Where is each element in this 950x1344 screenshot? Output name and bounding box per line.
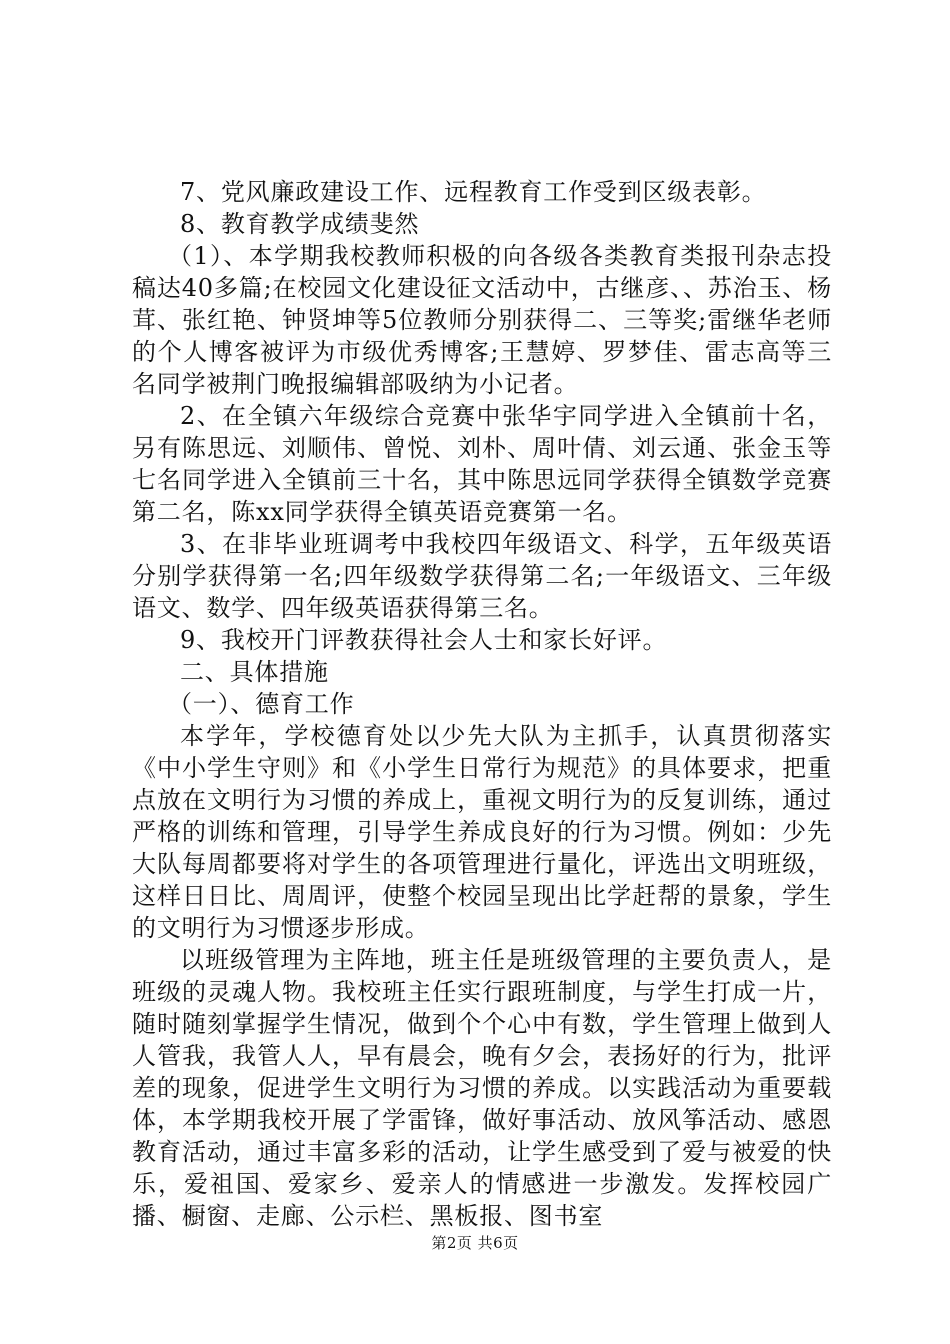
- section-heading-measures: 二、具体措施: [180, 658, 329, 686]
- paragraph-item-9: 9、我校开门评教获得社会人士和家长好评。: [180, 626, 668, 654]
- document-body: [132, 176, 832, 1232]
- subsection-heading-moral-education: （一）、德育工作: [168, 690, 355, 718]
- paragraph-item-8-heading: 8、教育教学成绩斐然: [180, 210, 420, 238]
- paragraph-sub-1: （1）、本学期我校教师积极的向各级各类教育类报刊杂志投稿达40多篇;在校园文化建设征文活动中，古继彦、、苏治玉、杨茸、张红艳、钟贤坤等5位教师分别获得二、三等奖;雷继华老师的个人博客被评为市级优秀博客;王慧婷、罗梦佳、雷志高等三名同学被荆门晚报编辑部吸纳为小记者。: [132, 242, 832, 398]
- paragraph-sub-3: 3、在非毕业班调考中我校四年级语文、科学，五年级英语分别学获得第一名;四年级数学获得第二名;一年级语文、三年级语文、数学、四年级英语获得第三名。: [132, 530, 832, 622]
- page-footer: 第2页 共6页: [431, 1234, 519, 1252]
- paragraph-moral-education-2: 以班级管理为主阵地，班主任是班级管理的主要负责人，是班级的灵魂人物。我校班主任实行跟班制度，与学生打成一片，随时随刻掌握学生情况，做到个个心中有数，学生管理上做到人人管我，我管人人，早有晨会，晚有夕会，表扬好的行为，批评差的现象，促进学生文明行为习惯的养成。以实践活动为重要载体，本学期我校开展了学雷锋，做好事活动、放风筝活动、感恩教育活动，通过丰富多彩的活动，让学生感受到了爱与被爱的快乐，爱祖国、爱家乡、爱亲人的情感进一步激发。发挥校园广播、橱窗、走廊、公示栏、黑板报、图书室: [132, 946, 832, 1230]
- paragraph-item-7: 7、党风廉政建设工作、远程教育工作受到区级表彰。: [180, 178, 767, 206]
- paragraph-moral-education-1: 本学年，学校德育处以少先大队为主抓手，认真贯彻落实《中小学生守则》和《小学生日常行为规范》的具体要求，把重点放在文明行为习惯的养成上，重视文明行为的反复训练，通过严格的训练和管理，引导学生养成良好的行为习惯。例如：少先大队每周都要将对学生的各项管理进行量化，评选出文明班级，这样日日比、周周评，使整个校园呈现出比学赶帮的景象，学生的文明行为习惯逐步形成。: [132, 722, 832, 942]
- paragraph-sub-2: 2、在全镇六年级综合竞赛中张华宇同学进入全镇前十名，另有陈思远、刘顺伟、曾悦、刘朴、周叶倩、刘云通、张金玉等七名同学进入全镇前三十名，其中陈思远同学获得全镇数学竞赛第二名，陈xx同学获得全镇英语竞赛第一名。: [132, 402, 832, 526]
